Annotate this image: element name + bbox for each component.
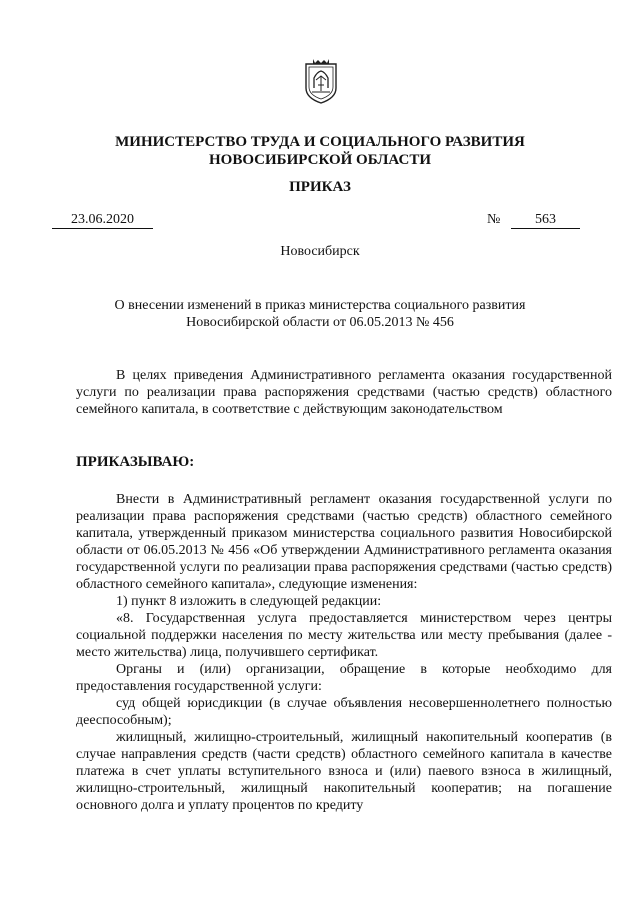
coat-of-arms-icon bbox=[303, 58, 339, 104]
city-name: Новосибирск bbox=[280, 244, 360, 259]
preamble-paragraph: В целях приведения Административного регламента оказания государственной услуги по реализации права распоряжения средствами (частью средств) областного семейного капитала, в соответствие с действующим законодательством bbox=[76, 368, 612, 417]
number-sign: № bbox=[487, 212, 501, 227]
item-8-paragraph: «8. Государственная услуга предоставляется министерством через центры социальной поддержки населения по месту жительства или месту пребывания (далее - место жительства) лица, получившего сертификат. bbox=[76, 611, 612, 660]
intro-paragraph: Внести в Административный регламент оказания государственной услуги по реализации права распоряжения средствами (частью средств) областного семейного капитала, утвержденный приказом министерства социального развития Новосибирской области от 06.05.2013 № 456 «Об утверждении Административного регламента оказания государственной услуги по реализации права распоряжения средствами (частью средств) областного семейного капитала», следующие изменения: bbox=[76, 492, 612, 592]
ministry-name-line2: НОВОСИБИРСКОЙ ОБЛАСТИ bbox=[208, 152, 432, 168]
court-paragraph: суд общей юрисдикции (в случае объявления несовершеннолетнего полностью дееспособным); bbox=[76, 696, 612, 728]
ministry-name bbox=[0, 133, 640, 169]
item-1-paragraph: 1) пункт 8 изложить в следующей редакции: bbox=[116, 594, 382, 609]
orders-heading: ПРИКАЗЫВАЮ: bbox=[76, 454, 195, 470]
order-subject-line1: О внесении изменений в приказ министерства социального развития bbox=[114, 298, 526, 313]
order-number: 563 bbox=[511, 211, 580, 229]
intro-paragraph-block bbox=[76, 491, 612, 610]
cooperative-paragraph: жилищный, жилищно-строительный, жилищный накопительный кооператив (в случае направления средств (части средств) областного семейного капитала в качестве платежа в счет уплаты вступительного взноса и (или) паевого взноса в жилищный, жилищно-строительный, жилищный накопительный кооператив; на погашение основного долга и уплату процентов по кредиту bbox=[76, 730, 612, 813]
order-title: ПРИКАЗ bbox=[289, 179, 351, 195]
ministry-name-line1: МИНИСТЕРСТВО ТРУДА И СОЦИАЛЬНОГО РАЗВИТИЯ bbox=[115, 134, 525, 150]
order-subject-line2: Новосибирской области от 06.05.2013 № 456 bbox=[186, 315, 454, 330]
order-date: 23.06.2020 bbox=[52, 211, 153, 229]
organs-paragraph: Органы и (или) организации, обращение в которые необходимо для предоставления государственной услуги: bbox=[76, 662, 612, 694]
order-subject bbox=[92, 297, 548, 331]
